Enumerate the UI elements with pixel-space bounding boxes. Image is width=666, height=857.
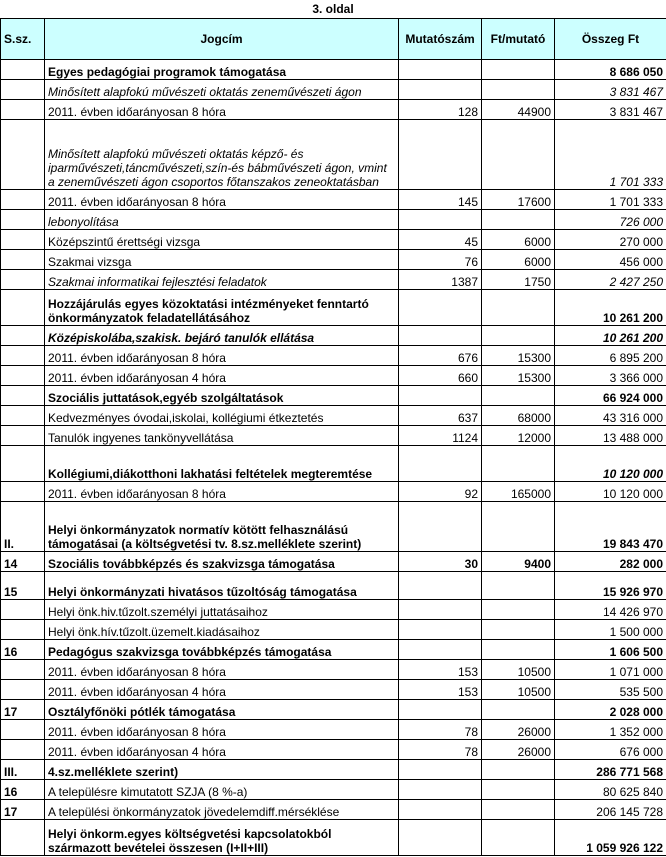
row-mutatoszam: 676 — [399, 346, 482, 366]
table-row — [1, 100, 666, 120]
row-osszeg: 726 000 — [555, 210, 666, 230]
row-jogcim: Szakmai vizsga — [45, 250, 399, 270]
row-osszeg: 270 000 — [555, 230, 666, 250]
row-mutatoszam — [399, 760, 482, 780]
row-ft-mutato — [482, 620, 555, 640]
row-jogcim: 2011. évben időarányosan 8 hóra — [45, 660, 399, 680]
row-jogcim: Helyi önkormányzati hivatásos tűzoltóság támogatása — [45, 572, 399, 600]
header-ssz: S.sz. — [1, 19, 45, 60]
row-ft-mutato: 44900 — [482, 100, 555, 120]
row-mutatoszam — [399, 572, 482, 600]
row-mutatoszam — [399, 210, 482, 230]
row-osszeg: 1 071 000 — [555, 660, 666, 680]
row-ssz — [1, 366, 45, 386]
row-mutatoszam — [399, 780, 482, 800]
row-ft-mutato: 10500 — [482, 680, 555, 700]
row-jogcim: Szakmai informatikai fejlesztési feladatok — [45, 270, 399, 290]
row-mutatoszam: 128 — [399, 100, 482, 120]
row-mutatoszam — [399, 290, 482, 326]
row-ssz: 14 — [1, 552, 45, 572]
row-jogcim: 2011. évben időarányosan 8 hóra — [45, 100, 399, 120]
row-osszeg: 2 427 250 — [555, 270, 666, 290]
header-mutatoszam: Mutatószám — [399, 19, 482, 60]
row-jogcim: Tanulók ingyenes tankönyvellátása — [45, 426, 399, 446]
table-row — [1, 760, 666, 780]
row-mutatoszam: 78 — [399, 720, 482, 740]
header-row — [1, 19, 666, 60]
row-ssz — [1, 270, 45, 290]
row-ssz — [1, 230, 45, 250]
row-mutatoszam — [399, 502, 482, 552]
row-ft-mutato — [482, 326, 555, 346]
row-ft-mutato — [482, 210, 555, 230]
row-jogcim: Hozzájárulás egyes közoktatási intézményeket fenntartó önkormányzatok feladatellátásához — [45, 290, 399, 326]
row-jogcim: Helyi önk.hiv.tűzolt.személyi juttatásaihoz — [45, 600, 399, 620]
row-mutatoszam: 92 — [399, 482, 482, 502]
row-mutatoszam — [399, 600, 482, 620]
row-ssz: 17 — [1, 800, 45, 820]
header-ft-mutato: Ft/mutató — [482, 19, 555, 60]
row-mutatoszam — [399, 386, 482, 406]
row-ft-mutato: 12000 — [482, 426, 555, 446]
row-jogcim: 2011. évben időarányosan 4 hóra — [45, 366, 399, 386]
row-ft-mutato — [482, 290, 555, 326]
row-jogcim: 2011. évben időarányosan 8 hóra — [45, 190, 399, 210]
table-row — [1, 190, 666, 210]
row-ssz — [1, 660, 45, 680]
row-osszeg: 1 500 000 — [555, 620, 666, 640]
row-mutatoszam — [399, 620, 482, 640]
row-ft-mutato — [482, 780, 555, 800]
table-row — [1, 80, 666, 100]
row-jogcim: Osztályfőnöki pótlék támogatása — [45, 700, 399, 720]
row-jogcim: 2011. évben időarányosan 4 hóra — [45, 680, 399, 700]
row-osszeg: 80 625 840 — [555, 780, 666, 800]
row-mutatoszam: 76 — [399, 250, 482, 270]
row-ssz — [1, 80, 45, 100]
row-osszeg: 6 895 200 — [555, 346, 666, 366]
row-osszeg: 2 028 000 — [555, 700, 666, 720]
row-ft-mutato: 10500 — [482, 660, 555, 680]
row-ft-mutato — [482, 600, 555, 620]
row-ssz — [1, 346, 45, 366]
table-row — [1, 386, 666, 406]
row-osszeg: 14 426 970 — [555, 600, 666, 620]
row-osszeg: 456 000 — [555, 250, 666, 270]
row-ssz — [1, 600, 45, 620]
row-osszeg: 1 606 500 — [555, 640, 666, 660]
row-mutatoszam: 153 — [399, 680, 482, 700]
row-ssz — [1, 290, 45, 326]
page-title: 3. oldal — [312, 2, 354, 16]
row-osszeg: 8 686 050 — [555, 60, 666, 80]
row-mutatoszam — [399, 80, 482, 100]
table-row — [1, 406, 666, 426]
row-ssz — [1, 680, 45, 700]
row-osszeg: 1 059 926 122 — [555, 820, 666, 856]
row-jogcim: A településre kimutatott SZJA (8 %-a) — [45, 780, 399, 800]
row-ft-mutato: 9400 — [482, 552, 555, 572]
budget-table — [0, 18, 666, 856]
row-ssz: 16 — [1, 640, 45, 660]
row-ft-mutato: 68000 — [482, 406, 555, 426]
row-osszeg: 535 500 — [555, 680, 666, 700]
row-jogcim: Helyi önkormányzatok normatív kötött felhasználású támogatásai (a költségvetési tv. 8.sz.melléklete szerint) — [45, 502, 399, 552]
row-ft-mutato: 15300 — [482, 366, 555, 386]
table-row — [1, 572, 666, 600]
table-row — [1, 230, 666, 250]
row-ssz — [1, 120, 45, 190]
table-row — [1, 120, 666, 190]
table-row — [1, 700, 666, 720]
table-row — [1, 426, 666, 446]
row-jogcim: Kedvezményes óvodai,iskolai, kollégiumi étkeztetés — [45, 406, 399, 426]
row-ft-mutato: 6000 — [482, 230, 555, 250]
table-row — [1, 250, 666, 270]
row-mutatoszam — [399, 700, 482, 720]
row-osszeg: 1 352 000 — [555, 720, 666, 740]
row-mutatoszam: 1124 — [399, 426, 482, 446]
row-jogcim: Középiskolába,szakisk. bejáró tanulók ellátása — [45, 326, 399, 346]
row-ft-mutato — [482, 640, 555, 660]
table-body — [1, 60, 666, 856]
row-jogcim: Szociális juttatások,egyéb szolgáltatások — [45, 386, 399, 406]
row-mutatoszam — [399, 60, 482, 80]
row-mutatoszam: 1387 — [399, 270, 482, 290]
row-osszeg: 10 120 000 — [555, 482, 666, 502]
row-ft-mutato — [482, 446, 555, 482]
row-mutatoszam — [399, 446, 482, 482]
row-mutatoszam: 145 — [399, 190, 482, 210]
row-jogcim: Helyi önk.hív.tűzolt.üzemelt.kiadásaihoz — [45, 620, 399, 640]
row-ssz: 16 — [1, 780, 45, 800]
row-ft-mutato — [482, 60, 555, 80]
row-mutatoszam — [399, 120, 482, 190]
row-ssz — [1, 446, 45, 482]
table-row — [1, 780, 666, 800]
row-jogcim: Középszintű érettségi vizsga — [45, 230, 399, 250]
row-mutatoszam — [399, 820, 482, 856]
row-ssz — [1, 210, 45, 230]
table-row — [1, 552, 666, 572]
row-ft-mutato — [482, 760, 555, 780]
row-jogcim: A települési önkormányzatok jövedelemdiff.mérséklése — [45, 800, 399, 820]
row-ft-mutato: 6000 — [482, 250, 555, 270]
row-osszeg: 286 771 568 — [555, 760, 666, 780]
table-row — [1, 346, 666, 366]
table-row — [1, 740, 666, 760]
row-jogcim: Egyes pedagógiai programok támogatása — [45, 60, 399, 80]
row-osszeg: 15 926 970 — [555, 572, 666, 600]
row-jogcim: 2011. évben időarányosan 8 hóra — [45, 346, 399, 366]
row-ssz: III. — [1, 760, 45, 780]
row-osszeg: 3 831 467 — [555, 100, 666, 120]
row-osszeg: 206 145 728 — [555, 800, 666, 820]
table-row — [1, 326, 666, 346]
row-mutatoszam — [399, 640, 482, 660]
row-ssz: 15 — [1, 572, 45, 600]
row-jogcim: Kollégiumi,diákotthoni lakhatási feltételek megteremtése — [45, 446, 399, 482]
table-row — [1, 720, 666, 740]
table-row — [1, 640, 666, 660]
row-osszeg: 1 701 333 — [555, 120, 666, 190]
row-ssz: 17 — [1, 700, 45, 720]
row-ssz — [1, 326, 45, 346]
row-osszeg: 3 366 000 — [555, 366, 666, 386]
row-ft-mutato — [482, 386, 555, 406]
table-row — [1, 210, 666, 230]
row-mutatoszam: 153 — [399, 660, 482, 680]
row-jogcim: Minősített alapfokú művészeti oktatás képző- és iparművészeti,táncművészeti,szín-és bábművészeti ágon, vmint a zeneművészeti ágon csoportos főtanszakos zeneoktatásban — [45, 120, 399, 190]
row-osszeg: 66 924 000 — [555, 386, 666, 406]
row-ssz — [1, 406, 45, 426]
row-ssz — [1, 740, 45, 760]
row-ssz — [1, 100, 45, 120]
row-ssz — [1, 820, 45, 856]
row-jogcim: lebonyolítása — [45, 210, 399, 230]
row-osszeg: 13 488 000 — [555, 426, 666, 446]
row-osszeg: 282 000 — [555, 552, 666, 572]
row-mutatoszam: 45 — [399, 230, 482, 250]
row-ft-mutato — [482, 572, 555, 600]
row-ft-mutato — [482, 80, 555, 100]
table-row — [1, 800, 666, 820]
row-mutatoszam — [399, 326, 482, 346]
row-jogcim: Minősített alapfokú művészeti oktatás zeneművészeti ágon — [45, 80, 399, 100]
row-osszeg: 676 000 — [555, 740, 666, 760]
row-jogcim: 2011. évben időarányosan 4 hóra — [45, 740, 399, 760]
row-ft-mutato: 1750 — [482, 270, 555, 290]
row-ft-mutato — [482, 700, 555, 720]
row-mutatoszam — [399, 800, 482, 820]
table-row — [1, 502, 666, 552]
row-mutatoszam: 30 — [399, 552, 482, 572]
row-ft-mutato — [482, 820, 555, 856]
table-row — [1, 660, 666, 680]
row-ft-mutato: 15300 — [482, 346, 555, 366]
table-row — [1, 446, 666, 482]
row-osszeg: 10 120 000 — [555, 446, 666, 482]
table-row — [1, 366, 666, 386]
row-jogcim: 4.sz.melléklete szerint) — [45, 760, 399, 780]
row-osszeg: 10 261 200 — [555, 290, 666, 326]
row-ssz — [1, 426, 45, 446]
table-row — [1, 600, 666, 620]
row-jogcim: 2011. évben időarányosan 8 hóra — [45, 720, 399, 740]
row-ssz — [1, 482, 45, 502]
row-jogcim: Szociális továbbképzés és szakvizsga támogatása — [45, 552, 399, 572]
table-row — [1, 60, 666, 80]
row-ssz — [1, 60, 45, 80]
row-jogcim: Helyi önkorm.egyes költségvetési kapcsolatokból származott bevételei összesen (I+II+III) — [45, 820, 399, 856]
table-row — [1, 620, 666, 640]
row-ssz — [1, 720, 45, 740]
row-ssz — [1, 190, 45, 210]
row-ft-mutato: 26000 — [482, 740, 555, 760]
table-row — [1, 482, 666, 502]
row-osszeg: 1 701 333 — [555, 190, 666, 210]
table-row — [1, 270, 666, 290]
row-ssz — [1, 250, 45, 270]
row-jogcim: Pedagógus szakvizsga továbbképzés támogatása — [45, 640, 399, 660]
table-row — [1, 820, 666, 856]
row-ssz — [1, 620, 45, 640]
row-ft-mutato — [482, 120, 555, 190]
table-row — [1, 290, 666, 326]
row-osszeg: 3 831 467 — [555, 80, 666, 100]
header-osszeg: Összeg Ft — [555, 19, 666, 60]
row-osszeg: 10 261 200 — [555, 326, 666, 346]
row-ssz: II. — [1, 502, 45, 552]
row-mutatoszam: 78 — [399, 740, 482, 760]
row-ft-mutato — [482, 800, 555, 820]
row-ssz — [1, 386, 45, 406]
row-ft-mutato — [482, 502, 555, 552]
row-mutatoszam: 660 — [399, 366, 482, 386]
table-row — [1, 680, 666, 700]
row-mutatoszam: 637 — [399, 406, 482, 426]
row-ft-mutato: 17600 — [482, 190, 555, 210]
row-osszeg: 43 316 000 — [555, 406, 666, 426]
row-jogcim: 2011. évben időarányosan 8 hóra — [45, 482, 399, 502]
row-ft-mutato: 165000 — [482, 482, 555, 502]
header-jogcim: Jogcím — [45, 19, 399, 60]
row-ft-mutato: 26000 — [482, 720, 555, 740]
row-osszeg: 19 843 470 — [555, 502, 666, 552]
